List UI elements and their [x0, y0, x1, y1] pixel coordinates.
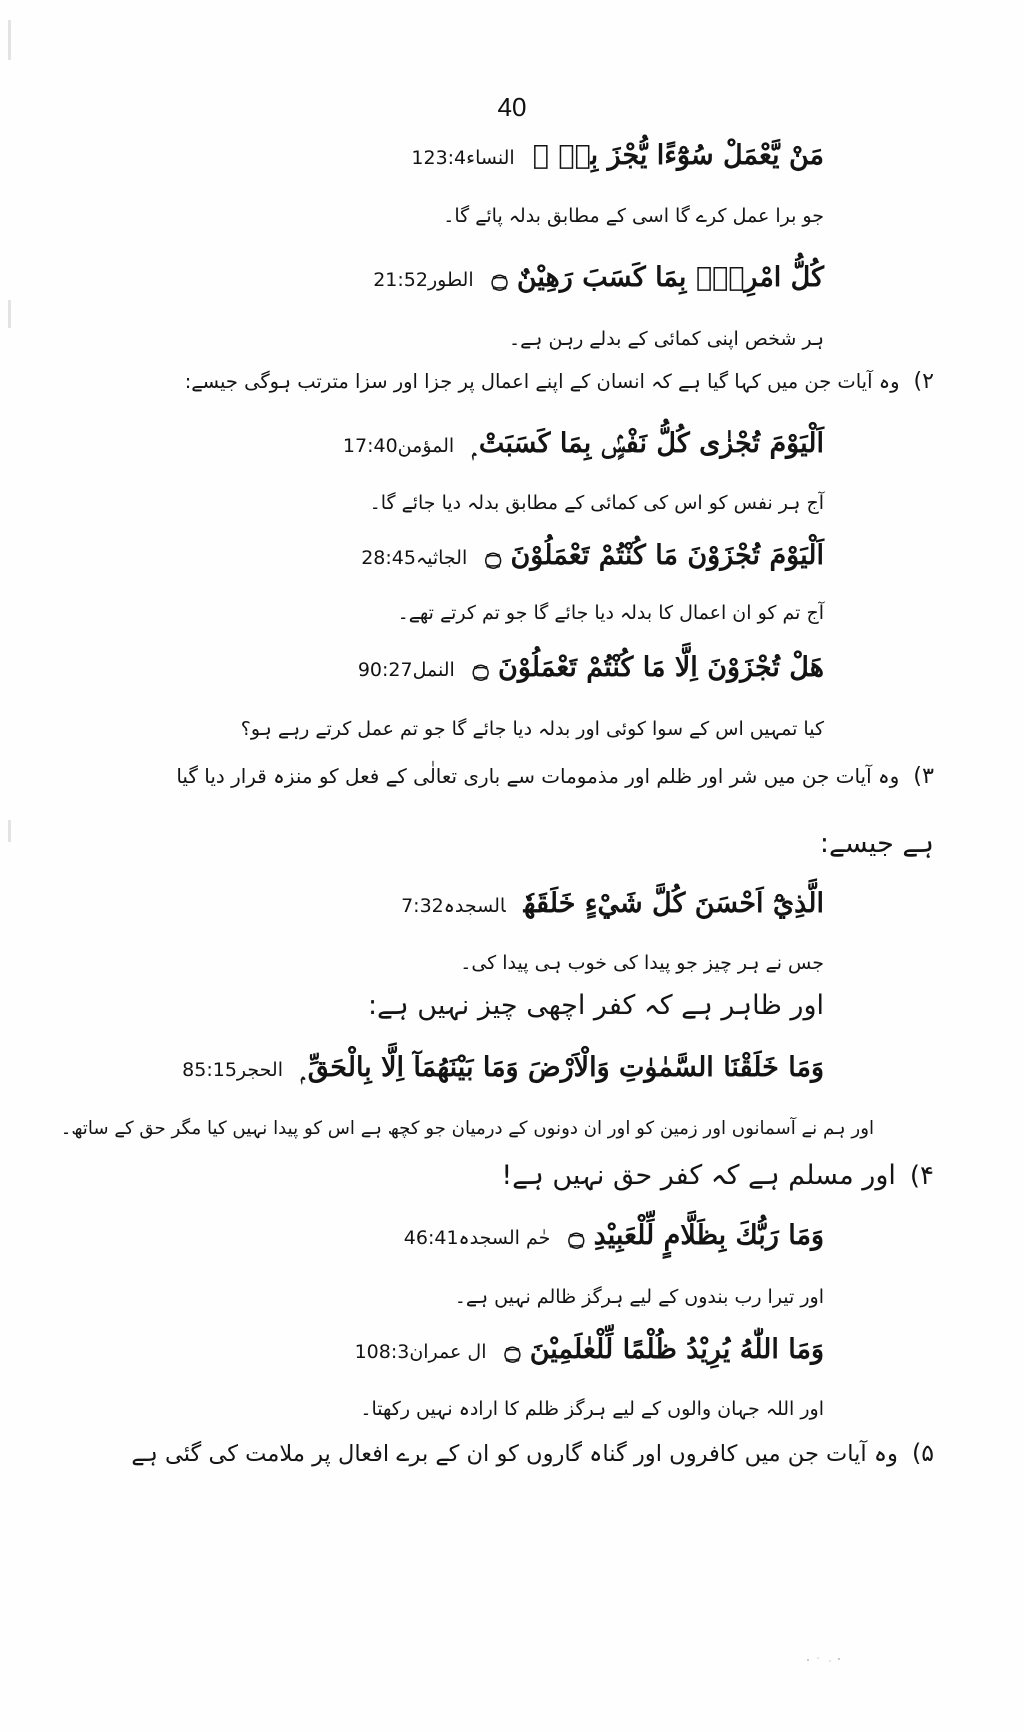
translation-line: آج ہر نفس کو اس کی کمائی کے مطابق بدلہ دیا جائے گا۔: [369, 492, 824, 514]
page-number: 40: [497, 92, 527, 122]
ayah-line: [361, 540, 824, 571]
section-heading: [131, 1438, 934, 1467]
section-heading-text: وہ آیات جن میں کافروں اور گناہ گاروں کو ان کے برے افعال پر ملامت کی گئی ہے: [131, 1441, 898, 1467]
ayah-text: اَلْيَوْمَ تُجْزَوْنَ مَا كُنْتُمْ تَعْمَلُوْنَ ۝: [485, 540, 824, 571]
ayah-line: [182, 1052, 824, 1084]
section-heading: [185, 368, 934, 394]
ayah-line: [373, 262, 824, 293]
translation-line: کیا تمہیں اس کے سوا کوئی اور بدلہ دیا جائے گا جو تم عمل کرتے رہے ہو؟: [240, 718, 824, 740]
ayah-reference: الطور21:52: [373, 269, 474, 291]
translation-line: جو برا عمل کرے گا اسی کے مطابق بدلہ پائے گا۔: [443, 205, 824, 227]
ayah-line: [343, 428, 824, 460]
ayah-text: اَلْيَوْمَ تُجْزٰى كُلُّ نَفْسٍۢ بِمَا كَسَبَتْ ۭ: [472, 428, 824, 459]
ayah-line: [401, 888, 824, 919]
ayah-line: [411, 140, 824, 171]
translation-line: جس نے ہر چیز جو پیدا کی خوب ہی پیدا کی۔: [460, 952, 824, 974]
ayah-text: وَمَا اللّٰهُ يُرِيْدُ ظُلْمًا لِّلْعٰلَمِيْنَ ۝: [504, 1334, 824, 1365]
section-heading-continuation: ہے جیسے:: [819, 828, 934, 859]
ayah-line: [358, 652, 824, 683]
ayah-text: وَمَا خَلَقْنَا السَّمٰوٰتِ وَالْاَرْضَ وَمَا بَيْنَهُمَآ اِلَّا بِالْحَقِّ ۭ: [301, 1052, 824, 1083]
section-number: ۳): [913, 763, 934, 789]
scan-edge-mark: [8, 820, 11, 842]
ayah-text: كُلُّ امْرِئٍۢ بِمَا كَسَبَ رَهِيْنٌ ۝: [491, 262, 824, 293]
translation-line: اور اللہ جہان والوں کے لیے ہرگز ظلم کا ارادہ نہیں رکھتا۔: [360, 1398, 824, 1420]
ayah-text: وَمَا رَبُّكَ بِظَلَّامٍ لِّلْعَبِيْدِ ۝: [568, 1220, 824, 1251]
ayah-reference: السجدہ7:32: [401, 895, 506, 917]
ayah-line: [355, 1334, 824, 1365]
body-statement: اور ظاہر ہے کہ کفر اچھی چیز نہیں ہے:: [367, 990, 824, 1021]
translation-line: اور تیرا رب بندوں کے لیے ہرگز ظالم نہیں ہے۔: [454, 1286, 824, 1308]
ayah-reference: الجاثیہ28:45: [361, 547, 468, 569]
section-heading: [501, 1160, 934, 1191]
ayah-reference: النمل90:27: [357, 659, 455, 681]
translation-line: آج تم کو ان اعمال کا بدلہ دیا جائے گا جو تم کرتے تھے۔: [397, 602, 824, 624]
ayah-reference: ال عمران108:3: [354, 1341, 487, 1363]
ayah-reference: المؤمن17:40: [342, 435, 455, 457]
scan-edge-mark: [8, 20, 11, 60]
ayah-text: الَّذِيْٓ اَحْسَنَ كُلَّ شَيْءٍ خَلَقَهٗ: [523, 888, 824, 919]
ayah-text: هَلْ تُجْزَوْنَ اِلَّا مَا كُنْتُمْ تَعْمَلُوْنَ ۝: [472, 652, 824, 683]
section-heading-text: وہ آیات جن میں کہا گیا ہے کہ انسان کے اپنے اعمال پر جزا اور سزا مترتب ہوگی جیسے:: [184, 370, 900, 393]
ayah-line: [404, 1220, 824, 1251]
scan-edge-mark: [8, 300, 11, 328]
section-heading-text: اور مسلم ہے کہ کفر حق نہیں ہے!: [501, 1160, 896, 1191]
translation-line: اور ہم نے آسمانوں اور زمین کو اور ان دونوں کے درمیان جو کچھ ہے اس کو پیدا نہیں کیا مگر حق کے ساتھ۔: [60, 1118, 874, 1139]
section-heading-text: وہ آیات جن میں شر اور ظلم اور مذمومات سے باری تعالٰی کے فعل کو منزہ قرار دیا گیا: [176, 764, 900, 788]
ayah-reference: النساء123:4: [411, 147, 515, 169]
translation-line: ہر شخص اپنی کمائی کے بدلے رہن ہے۔: [509, 328, 824, 350]
scan-speckles: [804, 1655, 844, 1665]
section-number: ۵): [911, 1439, 934, 1467]
section-number: ۴): [909, 1161, 934, 1191]
section-number: ۲): [913, 369, 934, 394]
ayah-reference: الحجر85:15: [182, 1059, 284, 1081]
section-heading: [176, 762, 934, 789]
ayah-text: مَنْ يَّعْمَلْ سُوْٓءًا يُّجْزَ بِهٖ ۙ: [532, 140, 824, 171]
ayah-reference: حٰم السجدہ46:41: [403, 1227, 551, 1249]
